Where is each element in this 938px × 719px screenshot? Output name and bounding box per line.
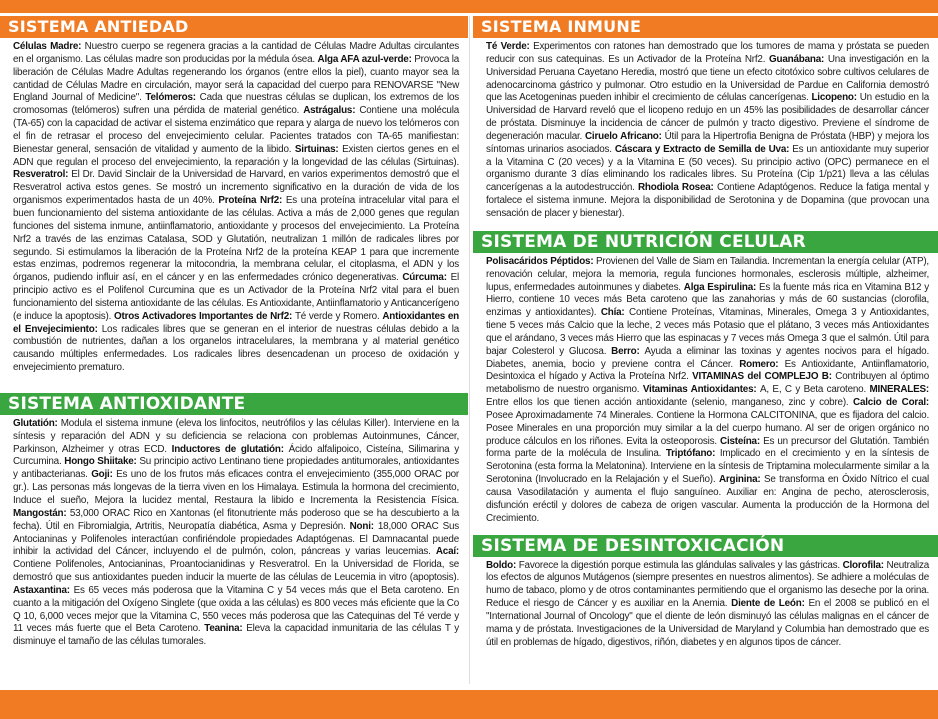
- body-text: Ácido alfalipoico, Cisteína, Silimarina y Curcumina.: [13, 443, 459, 468]
- term-label: Antioxidantes en el Envejecimiento:: [13, 310, 459, 335]
- section-title-nutricion: SISTEMA DE NUTRICIÓN CELULAR: [473, 231, 938, 253]
- term-label: Otros Activadores Importantes de Nrf2:: [114, 310, 295, 322]
- section-title-desintoxicacion: SISTEMA DE DESINTOXICACIÓN: [473, 535, 938, 557]
- body-text: El principio activo es el Polifenol Curcumina que es un Activador de la Proteína Nrf2 vital para el buen funcionamiento del sistema antioxidante de las células. Es Antioxidante, Antiinflamatorio y Anticancerígeno (e induce la apoptosis).: [13, 272, 459, 322]
- section-gap: [0, 378, 468, 393]
- bottom-orange-band: [0, 690, 938, 719]
- body-text: Se transforma en Óxido Nítrico el cual causa Vasodilatación y aumenta el flujo sanguíneo. Auxiliar en: Angina de pecho, aterosclerosis, disfunción eréctil y dolores de cabeza de origen vascular. Aumenta la producción de la Hormona del Crecimiento.: [486, 474, 929, 524]
- body-text: En el 2008 se publicó en el "International Journal of Oncology" que el diente de león disminuyó las células malignas en el cáncer de mama y de próstata. Investigaciones de la Universidad de Maryland y Columbia han demostrado que es útil en problemas de hígado, digestivos, riñón, diabetes y en algunos tipos de cáncer.: [486, 598, 929, 648]
- term-label: Teanina:: [204, 623, 247, 635]
- column-divider: [469, 16, 470, 684]
- body-text: Posee Aproximadamente 74 Minerales. Contiene la Hormona CALCITONINA, que es fijadora del calcio. Posee Minerales en una proporción muy similar a la del cuerpo humano. Al ser de origen orgánico no produce cálculos en los riñones. Evita la osteoporosis.: [486, 409, 929, 447]
- body-text: Una investigación en la Universidad Peruana Cayetano Heredia, mostró que tiene un efecto citotóxico sobre cultivos celulares de adenocarcinoma gástrico y pulmonar. Otro estudio en la Universidad de Pardue en California demostró que las Acetogeninas pueden inhibir el crecimiento de células cancerígenas.: [486, 53, 930, 104]
- body-text: Contiene Proteínas, Vitaminas, Minerales, Omega 3 y Antioxidantes, tiene 5 veces más Calcio que la leche, 2 veces más Potasio que el plátano, 3 veces más Antioxidantes que el arándano, 3 veces más Hierro que las espinacas y 7 veces más Omega 3 que el salmón. Útil para bajar Colesterol y Glucosa.: [486, 307, 929, 357]
- body-text: Eleva la capacidad inmunitaria de las células T y disminuye el tamaño de las células tumorales.: [13, 623, 459, 648]
- body-text: Contiene una molécula (TA-65) con la capacidad de activar el sistema enzimático que repara y alarga de nuevo los telómeros con el fin de retrasar el proceso del envejecimiento celular. Pacientes tratados con TA-65 manifiestan: Bienestar general, sensación de vitalidad y aumento de la libido.: [13, 105, 460, 155]
- term-label: Clorofila:: [842, 559, 887, 571]
- term-label: Acaí:: [435, 546, 459, 558]
- body-text: A, E, C y Beta caroteno.: [759, 384, 870, 396]
- right-column: [473, 16, 938, 685]
- section-title-antioxidante: SISTEMA ANTIOXIDANTE: [0, 393, 468, 415]
- term-label: Té Verde:: [486, 41, 534, 52]
- section-body-desintoxicacion: [473, 557, 938, 653]
- term-label: MINERALES:: [869, 384, 929, 396]
- term-label: Noni:: [349, 520, 378, 532]
- section-desintoxicacion: [473, 535, 938, 653]
- term-label: Glutatión:: [13, 417, 61, 429]
- body-text: Los radicales libres que se generan en el interior de nuestras células debido a la combustión de nutrientes, dañan a los organelos intracelulares, la membrana y al material genético causando múltiples enfermedades. Los radicales libres desencadenan un proceso de oxidación y envejecimiento prematuro.: [13, 323, 459, 374]
- body-text: Es una proteína intracelular vital para el buen funcionamiento del sistema antioxidante de las células. Activa a más de 2,000 genes que regulan funciones del sistema inmune, antiinflamatorio, antioxidante y procesos del envejecimiento. La Proteína Nrf2 a través de las enzimas Catalasa, SOD y Glutatión, neutralizan 1 millón de radicales libres por segundo. Si estimulamos la liberación de la Proteína Nrf2 de la proteína KEAP 1 para que incremente estas enzimas, podremos regenerar la mitocondria, la membrana celular, el citoplasma, el ADN y los órganos, pudiendo influir así, en el cáncer y en las enfermedades crónico degenerativas.: [13, 195, 459, 284]
- term-label: Ciruelo Africano:: [585, 130, 665, 142]
- term-label: VITAMINAS del COMPLEJO B:: [692, 371, 836, 383]
- term-label: Goji:: [91, 469, 117, 481]
- body-text: Contiene Polifenoles, Antocianinas, Proantocianidinas y Resveratrol. En la Universidad de Florida, se demostró que sus antioxidantes pueden inducir la muerte de las células de Leucemia in vitro (apoptosis).: [13, 559, 459, 584]
- body-text: 18,000 ORAC Sus Antocianinas y Polifenoles interactúan confiriéndole propiedades Adaptógenas. El Damnacantal puede inhibir la actividad del Cáncer, incluyendo el de pulmón, colon, páncreas y varias leucemias.: [13, 520, 460, 558]
- body-text: Entre ellos los que tienen acción antioxidante (selenio, manganeso, zinc y cobre).: [486, 397, 854, 409]
- term-label: Guanábana:: [769, 53, 828, 65]
- body-text: Es Antioxidante, Antiinflamatorio, Desintoxica el hígado y Activa la Proteína Nrf2.: [486, 358, 929, 383]
- term-label: Calcio de Coral:: [853, 397, 930, 409]
- body-text: 53,000 ORAC Rico en Xantonas (el fitonutriente más poderoso que se ha descubierto a la fecha). Útil en Fibromialgia, Artritis, Neuropatía diabética, Asma y Depresión.: [13, 507, 459, 532]
- term-label: Diente de León:: [731, 598, 809, 610]
- section-body-nutricion: [473, 253, 938, 529]
- body-text: Es la fuente más rica en Vitamina B12 y Hierro, contiene 10 veces más Beta caroteno que las zanahorias y más de 60 sustancias (clorofila, enzimas y antioxidantes).: [486, 281, 929, 319]
- section-nutricion: [473, 231, 938, 529]
- term-label: Sirtuinas:: [294, 143, 343, 155]
- section-title-inmune: SISTEMA INMUNE: [473, 16, 938, 38]
- term-label: Licopeno:: [811, 92, 860, 104]
- section-body-antioxidante: [0, 415, 468, 652]
- body-text: Nuestro cuerpo se regenera gracias a la cantidad de Células Madre Adultas circulantes en el organismo. Las células madre son producidas por la médula ósea.: [13, 41, 459, 65]
- body-text: Es un antioxidante muy superior a la Vitamina C (20 veces) y a la Vitamina E (50 veces). Su principio activo (OPC) permanece en el organismo durante 3 días eliminando los radicales libres. Su Proteína (Cip 1/p21) lleva a las células cancerígenas a la autodestrucción.: [486, 143, 929, 194]
- body-text: Implicado en el crecimiento y en la síntesis de Serotonina (esta forma la Melatonina). Interviene en la síntesis de Triptamina molecularmente similar a la Serotonina (Involucrado en la Relajación y el Sueño).: [486, 448, 929, 486]
- term-label: Células Madre:: [13, 41, 85, 52]
- body-text: Su principio activo Lentinano tiene propiedades antitumorales, antioxidantes y antibacterianas.: [13, 456, 459, 481]
- term-label: Mangostán:: [13, 507, 70, 519]
- term-label: Vitaminas Antioxidantes:: [642, 384, 760, 396]
- body-text: Provoca la liberación de Células Madre Adultas regenerando los órganos (entre ellos la piel), cuanto mayor sea la cantidad de Células Madre en circulación, mayor será la capacidad del cuerpo para RENOVARSE "New England Journal of Medicine".: [13, 53, 460, 104]
- term-label: Hongo Shiitake:: [64, 456, 140, 468]
- term-label: Boldo:: [486, 559, 519, 571]
- body-text: Contribuyen al óptimo metabolismo de nuestro organismo.: [486, 371, 929, 396]
- section-antiedad: [0, 16, 468, 378]
- term-label: Arginina:: [718, 474, 764, 486]
- body-text: Modula el sistema inmune (eleva los linfocitos, neutrófilos y las células Killer). Interviene en la síntesis y reparación del ADN y su deficiencia se relaciona con problemas Autoinmunes, Cáncer, Parkinson, Alzheimer y otras ECD.: [13, 417, 459, 455]
- body-text: Contiene Adaptógenos. Reduce la fatiga mental y fortalece el sistema inmune. Mejora la disponibilidad de Serotonina y de Dopamina (que provocan una sensación de placer y bienestar).: [486, 182, 929, 219]
- body-text: Cada que nuestras células se duplican, los extremos de los cromosomas (telómeros) sufren una pérdida de material genético.: [13, 92, 459, 117]
- body-text: Té verde y Romero.: [294, 310, 383, 322]
- term-label: Telómeros:: [145, 92, 200, 104]
- body-text: Es uno de los frutos más eficaces contra el envejecimiento (355,000 ORAC por gr.). Las personas más longevas de la tierra viven en los Himalaya. Estimula la hormona del crecimiento, Induce el sueño, Mejora la lucidez mental, Restaura la libido e Incrementa la Resistencia Física.: [13, 469, 459, 506]
- term-label: Alga Espirulina:: [683, 281, 759, 293]
- body-text: El Dr. David Sinclair de la Universidad de Harvard, en varios experimentos demostró que el Resveratrol activa estos genes. Se mostró un incremento significativo en la duración de vida de los organismos experimentados hasta de un 40%.: [13, 169, 459, 207]
- body-text: Provienen del Valle de Siam en Tailandia. Incrementan la energía celular (ATP), renovación celular, mejora la memoria, regula funciones hormonales, esclerosis múltiple, alzheimer, lupus, enfermedades autoinmunes y diabetes.: [486, 255, 929, 293]
- left-column: [0, 16, 468, 685]
- term-label: Rhodiola Rosea:: [637, 182, 717, 194]
- term-label: Cáscara y Extracto de Semilla de Uva:: [614, 143, 793, 155]
- section-antioxidante: [0, 393, 468, 652]
- term-label: Triptófano:: [665, 448, 720, 460]
- term-label: Resveratrol:: [13, 169, 72, 181]
- term-label: Astaxantina:: [13, 584, 74, 596]
- term-label: Astrágalus:: [303, 105, 360, 117]
- term-label: Chía:: [600, 307, 630, 319]
- body-text: Favorece la digestión porque estimula las glándulas salivales y las gástricas.: [518, 559, 843, 571]
- section-body-antiedad: [0, 38, 468, 378]
- term-label: Berro:: [611, 345, 645, 357]
- body-text: Neutraliza los efectos de algunos Mutágenos (siempre presentes en nuestros alimentos). Se adhiere a moléculas de humo de tabaco, plomo y de otros contaminantes permitiendo que el organismo las deseche por la orina. Reduce el riesgo de Cáncer y es auxiliar en la Anemia.: [486, 559, 930, 610]
- body-text: Un estudio en la Universidad de Harvard reveló que el licopeno redujo en un 45% las posibilidades de desarrollar cáncer de próstata. Disminuye la incidencia de cáncer de pulmón y tracto digestivo. Previene el síndrome de degeneración macular.: [486, 92, 929, 142]
- section-inmune: [473, 16, 938, 224]
- term-label: Inductores de glutatión:: [171, 443, 289, 455]
- section-title-antiedad: SISTEMA ANTIEDAD: [0, 16, 468, 38]
- body-text: Experimentos con ratones han demostrado que los tumores de mama y próstata se pueden reducir con sus catequinas. Es un Activador de la Proteína Nrf2.: [486, 41, 930, 65]
- body-text: Existen ciertos genes en el ADN que regulan el proceso del envejecimiento, la reparación y la longevidad de las células (Sirtuinas).: [13, 143, 459, 168]
- body-text: Es un precursor del Glutatión. También forma parte de la molécula de Insulina.: [486, 435, 929, 460]
- term-label: Cúrcuma:: [402, 272, 451, 284]
- term-label: Cisteína:: [720, 435, 764, 447]
- body-text: Ayuda a eliminar las toxinas y agentes nocivos para el hígado. Diabetes, anemia, bocio y previene contra el Cáncer.: [486, 345, 929, 370]
- term-label: Romero:: [739, 358, 785, 370]
- section-body-inmune: [473, 38, 938, 224]
- top-orange-band: [0, 0, 938, 13]
- body-text: Útil para la Hipertrofia Benigna de Próstata (HBP) y mejora los síntomas urinarios asociados.: [486, 130, 930, 155]
- section-gap: [473, 224, 938, 231]
- term-label: Alga AFA azul-verde:: [317, 53, 415, 65]
- term-label: Polisacáridos Péptidos:: [486, 255, 597, 267]
- body-text: Es 65 veces más poderosa que la Vitamina C y 54 veces más que el Beta caroteno. En cuanto a la mitigación del Oxígeno Singlete (que oxida a las células) es 800 veces más eficiente que la Co Q 10, 6,000 veces mejor que la Vitamina C, 550 veces más poderosa que las Catequinas del Té verde y 11 veces más fuerte que el Beta Caroteno.: [13, 584, 459, 635]
- term-label: Proteína Nrf2:: [218, 195, 286, 207]
